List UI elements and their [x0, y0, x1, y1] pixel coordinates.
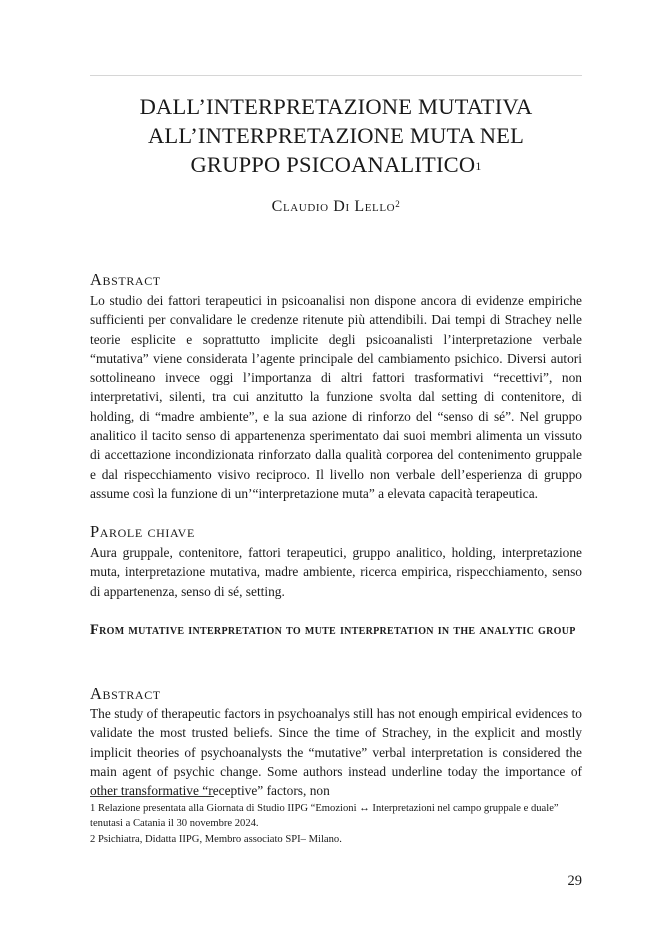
english-title: From mutative interpretation to mute interpretation in the analytic group — [90, 622, 576, 638]
title-footnote-mark: 1 — [475, 159, 482, 173]
keywords-heading: Parole chiave — [90, 522, 195, 541]
abstract-en-text: The study of therapeutic factors in psychoanalys still has not enough empirical evidences to validate the most trusted beliefs. Since the time of Strachey, in the explicit and mostly implicit theories of psychoanalysts the “mutative” verbal interpretation is considered the main agent of psychic change. Some authors instead underline today the importance of other transformative “receptive” factors, non — [90, 706, 582, 799]
footnote-1: 1 Relazione presentata alla Giornata di Studio IIPG “Emozioni ↔ Interpretazioni nel campo gruppale e duale” tenutasi a Catania il 30 novembre 2024. — [90, 803, 559, 830]
title-line-3 — [70, 150, 602, 179]
article-title — [70, 92, 602, 179]
author-footnote-mark: 2 — [395, 199, 401, 209]
abstract-it-heading: Abstract — [90, 270, 161, 289]
footnote-2: 2 Psichiatra, Didatta IIPG, Membro associato SPI– Milano. — [90, 833, 342, 845]
footnotes — [90, 801, 582, 847]
header-rule — [90, 75, 582, 76]
abstract-it-text: Lo studio dei fattori terapeutici in psicoanalisi non dispone ancora di evidenze empiriche sufficienti per convalidare le credenze ritenute più attendibili. Dai tempi di Strachey nelle teorie esplicite e soprattutto implicite degli psicoanalisti l’interpretazione verbale “mutativa” viene considerata l’agente principale del cambiamento psichico. Diversi autori sottolineano invece oggi l’importanza di altri fattori trasformativi “recettivi”, non interpretativi, silenti, tra cui anzitutto la funzione svolta dal setting di contenitore, di holding, di “madre ambiente”, e la sua azione di rinforzo del “senso di sé”. Nel gruppo analitico il tacito senso di appartenenza sperimentato dai suoi membri alimenta un vissuto di accettazione incondizionata rinforzato dalla qualità corporea del contenimento gruppale e dal rispecchiamento visivo reciproco. Il livello non verbale dell’esperienza di gruppo assume così la funzione di un’“interpretazione muta” a elevata capacità terapeutica. — [90, 293, 582, 501]
author-name: Claudio Di Lello — [271, 198, 396, 215]
title-line-1: DALL’INTERPRETAZIONE MUTATIVA — [139, 94, 533, 119]
keywords-text: Aura gruppale, contenitore, fattori terapeutici, gruppo analitico, holding, interpretazione muta, interpretazione mutativa, madre ambiente, ricerca empirica, rispecchiamento, senso di appartenenza, senso di sé, setting. — [90, 545, 582, 599]
abstract-en-heading: Abstract — [90, 684, 161, 703]
title-line-2: ALL’INTERPRETAZIONE MUTA NEL — [147, 123, 525, 148]
footnote-rule — [90, 796, 214, 797]
page-number: 29 — [567, 873, 582, 889]
author-line — [70, 198, 602, 216]
title-line-3-text: GRUPPO PSICOANALITICO — [190, 152, 476, 177]
